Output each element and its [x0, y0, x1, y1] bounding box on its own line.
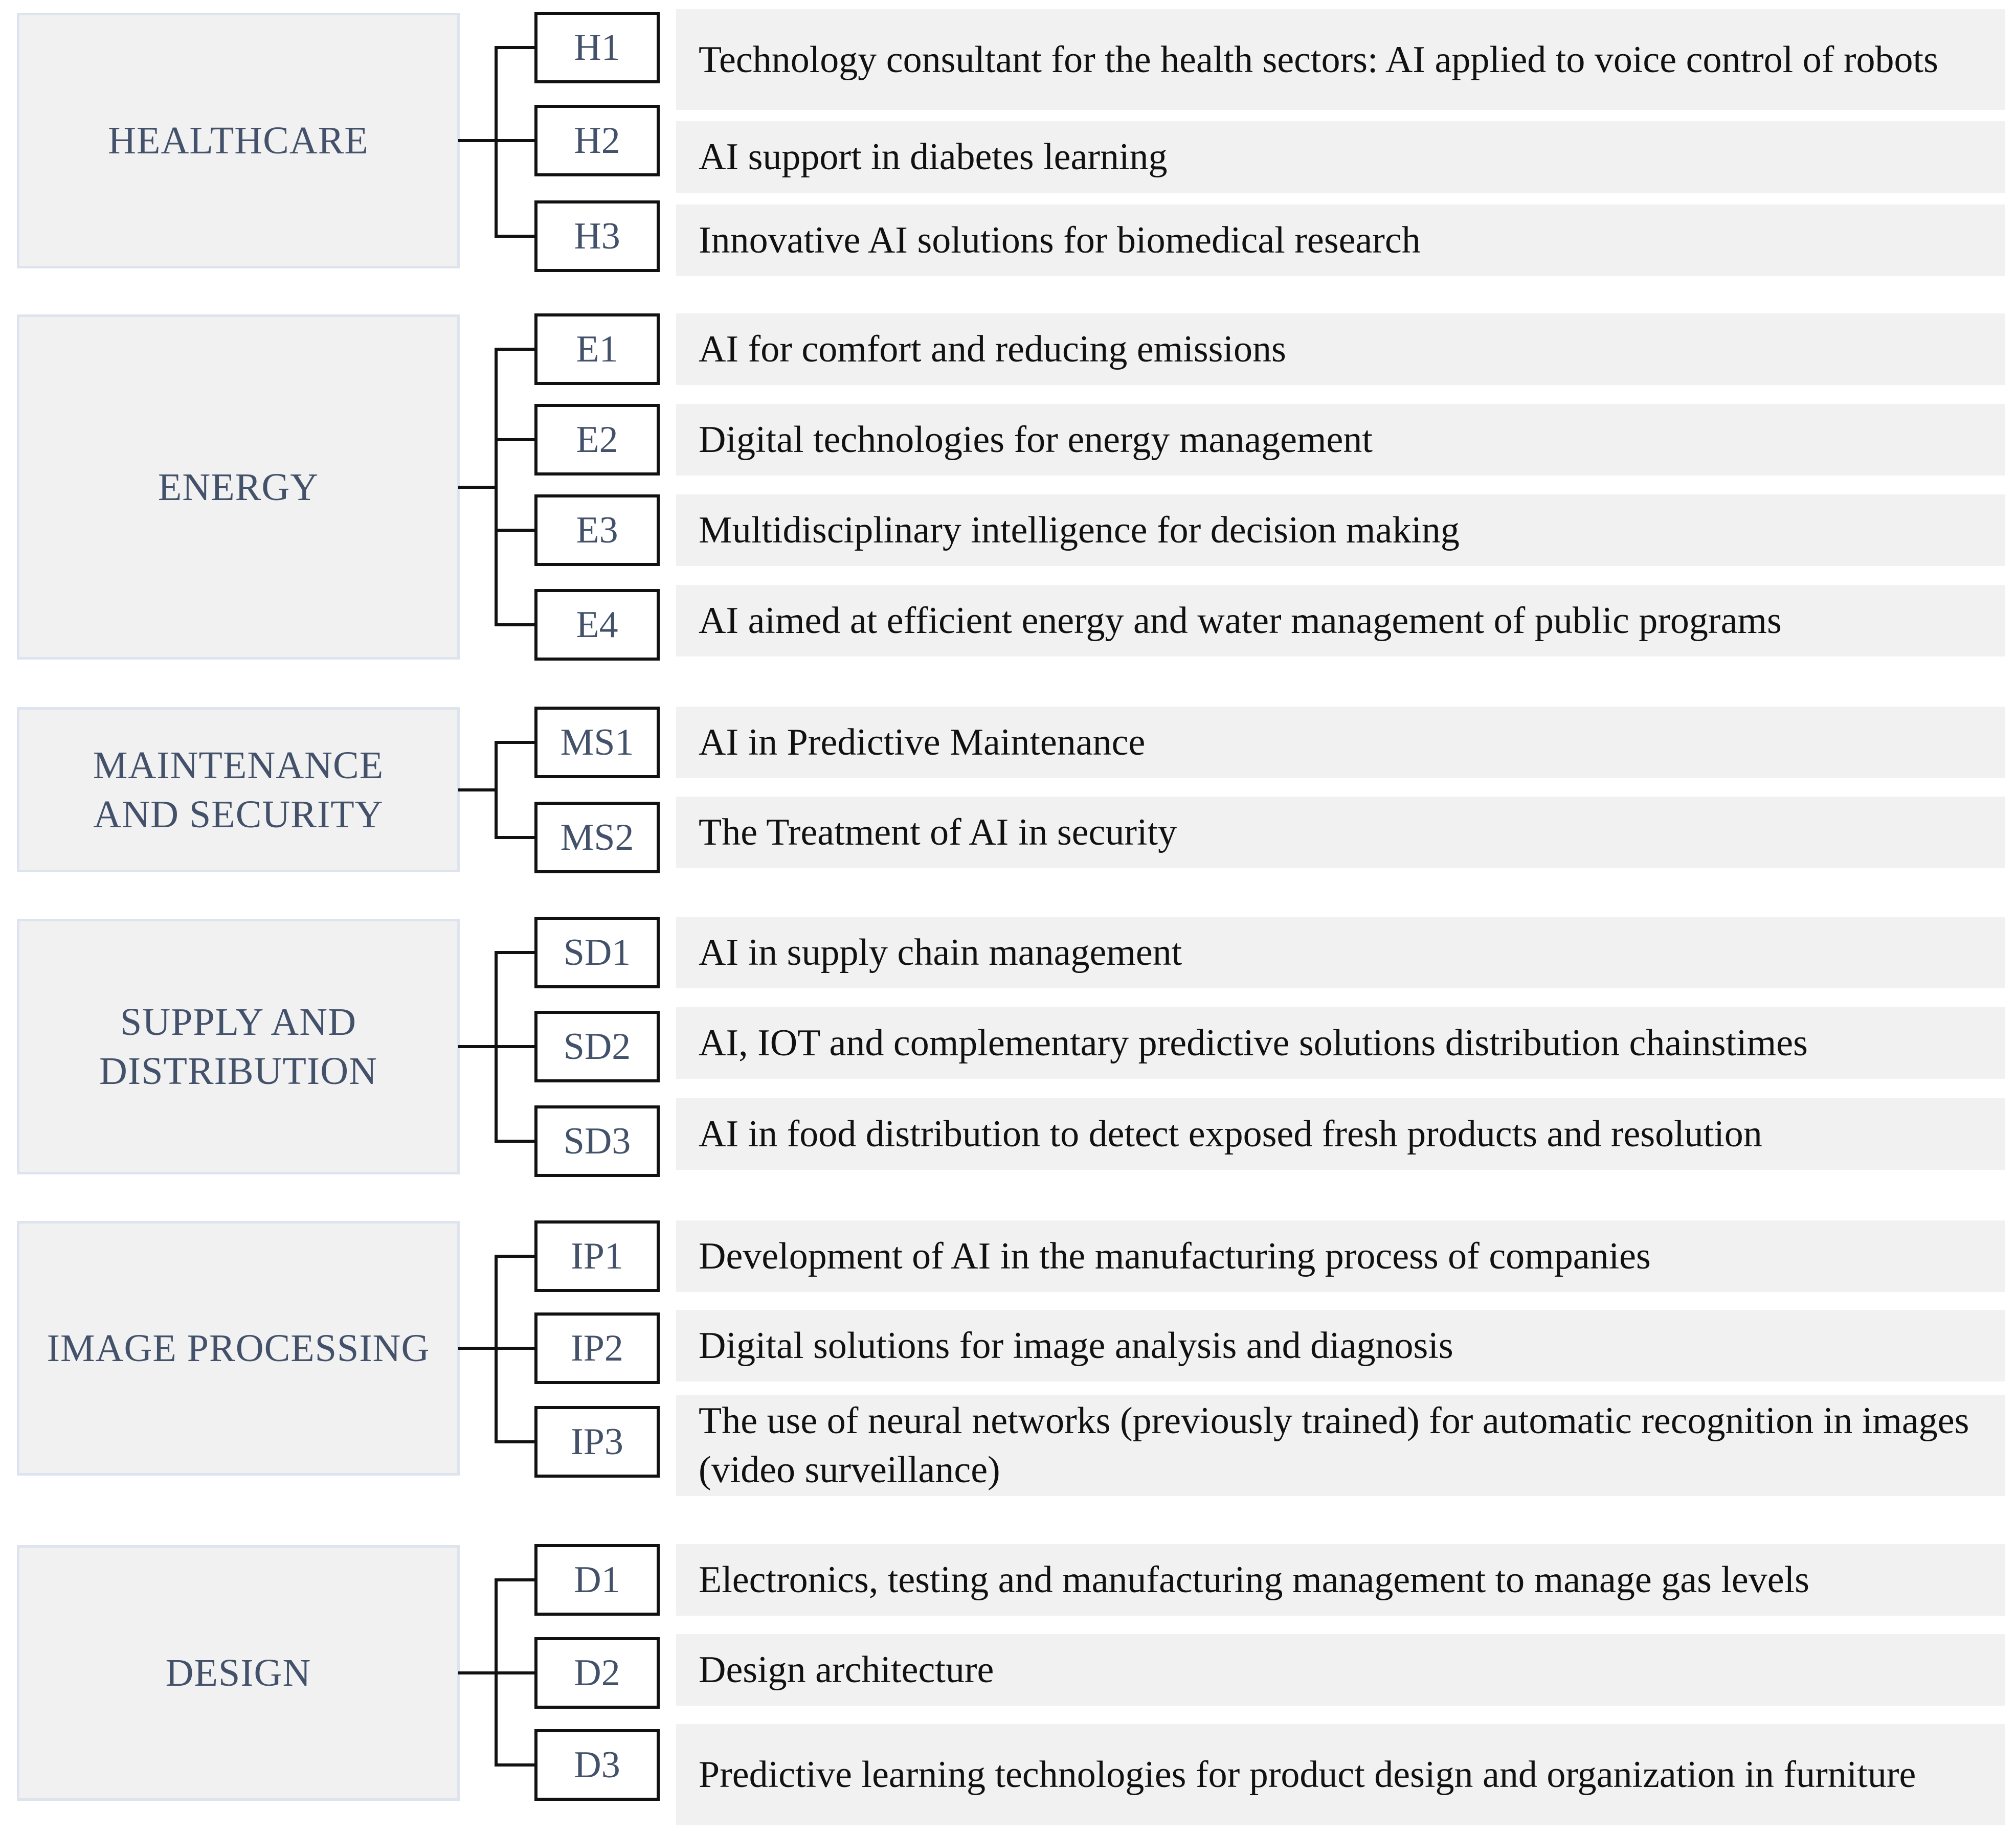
description-h2: AI support in diabetes learning: [676, 121, 2005, 193]
code-box-e3: E3: [534, 494, 660, 566]
description-sd3: AI in food distribution to detect exposed fresh products and resolution: [676, 1098, 2005, 1170]
code-box-ms2: MS2: [534, 802, 660, 873]
description-h1: Technology consultant for the health sectors: AI applied to voice control of robots: [676, 9, 2005, 110]
description-d1: Electronics, testing and manufacturing management to manage gas levels: [676, 1544, 2005, 1616]
description-ip1: Development of AI in the manufacturing process of companies: [676, 1220, 2005, 1292]
description-sd1: AI in supply chain management: [676, 917, 2005, 988]
code-box-ip2: IP2: [534, 1312, 660, 1384]
description-ip3: The use of neural networks (previously trained) for automatic recognition in images (video surveillance): [676, 1395, 2005, 1496]
description-e3: Multidisciplinary intelligence for decision making: [676, 494, 2005, 566]
code-box-h2: H2: [534, 105, 660, 176]
description-sd2: AI, IOT and complementary predictive solutions distribution chainstimes: [676, 1007, 2005, 1079]
description-d3: Predictive learning technologies for product design and organization in furniture: [676, 1724, 2005, 1825]
code-box-ms1: MS1: [534, 707, 660, 778]
category-maintenance-security: MAINTENANCE AND SECURITY: [17, 707, 460, 872]
category-supply-distribution: SUPPLY AND DISTRIBUTION: [17, 919, 460, 1174]
code-box-d2: D2: [534, 1637, 660, 1709]
code-box-sd3: SD3: [534, 1105, 660, 1177]
description-ms2: The Treatment of AI in security: [676, 797, 2005, 868]
code-box-e4: E4: [534, 589, 660, 661]
description-e4: AI aimed at efficient energy and water management of public programs: [676, 585, 2005, 656]
category-healthcare: HEALTHCARE: [17, 13, 460, 268]
description-h3: Innovative AI solutions for biomedical research: [676, 205, 2005, 276]
code-box-ip3: IP3: [534, 1406, 660, 1478]
description-d2: Design architecture: [676, 1634, 2005, 1706]
code-box-d3: D3: [534, 1729, 660, 1801]
code-box-e2: E2: [534, 404, 660, 476]
code-box-h1: H1: [534, 12, 660, 83]
category-image-processing: IMAGE PROCESSING: [17, 1221, 460, 1476]
code-box-e1: E1: [534, 313, 660, 385]
code-box-d1: D1: [534, 1544, 660, 1616]
code-box-sd1: SD1: [534, 917, 660, 988]
code-box-h3: H3: [534, 200, 660, 272]
code-box-sd2: SD2: [534, 1011, 660, 1082]
category-energy: ENERGY: [17, 314, 460, 660]
code-box-ip1: IP1: [534, 1220, 660, 1292]
description-ms1: AI in Predictive Maintenance: [676, 707, 2005, 778]
description-e2: Digital technologies for energy management: [676, 404, 2005, 476]
category-design: DESIGN: [17, 1545, 460, 1801]
description-e1: AI for comfort and reducing emissions: [676, 313, 2005, 385]
description-ip2: Digital solutions for image analysis and diagnosis: [676, 1310, 2005, 1382]
